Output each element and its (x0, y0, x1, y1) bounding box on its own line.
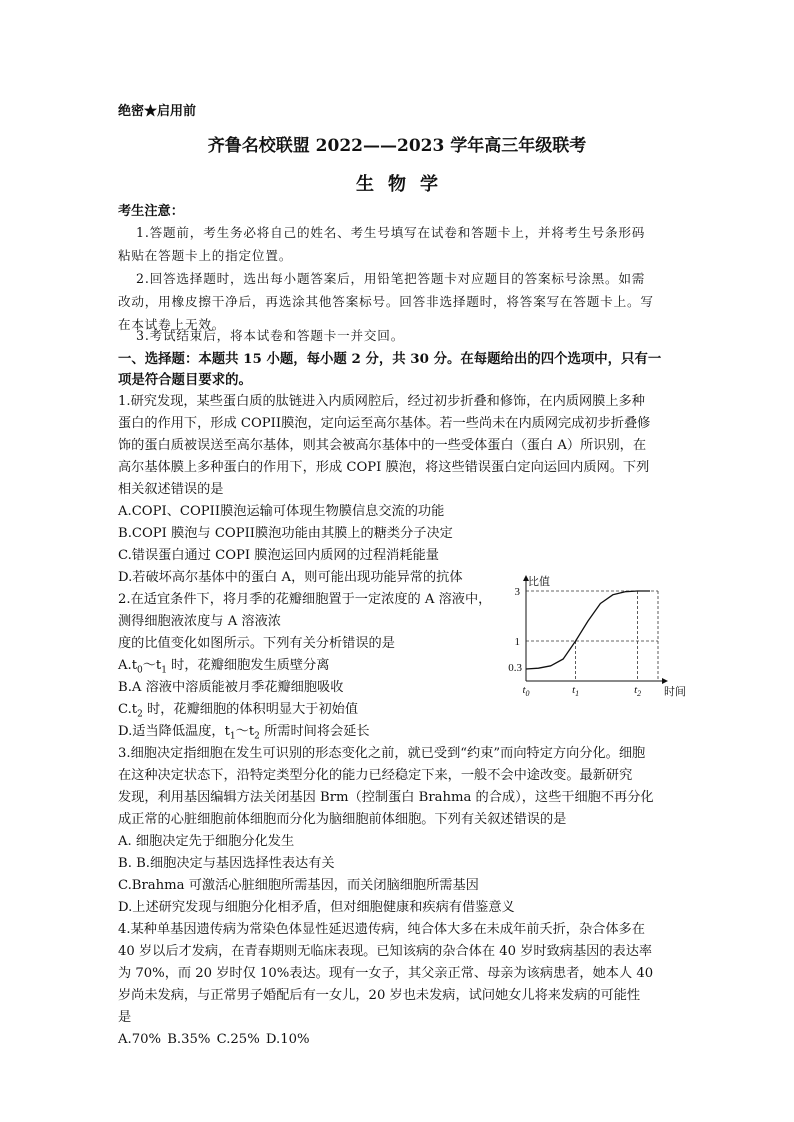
q1-option-c: C.错误蛋白通过 COPI 膜泡运回内质网的过程消耗能量 (118, 548, 439, 563)
q3-stem: 发现，利用基因编辑方法关闭基因 Brm（控制蛋白 Brahma 的合成），这些干细胞不再分化 (118, 790, 654, 805)
q2-stem: 2.在适宜条件下，将月季的花瓣细胞置于一定浓度的 A 溶液中， (118, 592, 492, 607)
q1-stem: 相关叙述错误的是 (118, 482, 224, 497)
q1-stem: 1.研究发现，某些蛋白质的肽链进入内质网腔后，经过初步折叠和修饰，在内质网膜上多种 (118, 394, 645, 409)
q3-option-b: B. B.细胞决定与基因选择性表达有关 (118, 856, 335, 871)
notice-line: 1.答题前，考生务必将自己的姓名、考生号填写在试卷和答题卡上，并将考生号条形码 (136, 225, 646, 240)
x-axis-arrow (662, 678, 668, 684)
q2-ratio-chart (494, 571, 686, 703)
q4-stem: 是 (118, 1010, 132, 1025)
q3-stem: 在这种决定状态下，沿特定类型分化的能力已经稳定下来，一般不会中途改变。最新研究 (118, 768, 633, 783)
q1-stem: 饰的蛋白质被误送至高尔基体，则其会被高尔基体中的一些受体蛋白（蛋白 A）所识别，在 (118, 438, 647, 453)
q1-option-d: D.若破坏高尔基体中的蛋白 A，则可能出现功能异常的抗体 (118, 570, 463, 585)
x-tick-label: $t_1$ (572, 684, 580, 698)
q3-option-c: C.Brahma 可激活心脏细胞所需基因，而关闭脑细胞所需基因 (118, 878, 479, 893)
q3-stem: 成正常的心脏细胞前体细胞而分化为脑细胞前体细胞。下列有关叙述错误的是 (118, 812, 567, 827)
notice-line: 改动，用橡皮擦干净后，再选涂其他答案标号。回答非选择题时，将答案写在答题卡上。写 (118, 294, 654, 309)
notice-line: 2.回答选择题时，选出每小题答案后，用铅笔把答题卡对应题目的答案标号涂黑。如需 (136, 271, 646, 286)
x-tick-label: $t_0$ (522, 684, 530, 698)
exam-title: 齐鲁名校联盟 2022——2023 学年高三年级联考 (207, 136, 587, 156)
q4-stem: 岁尚未发病，与正常男子婚配后有一女儿，20 岁也未发病，试问她女儿将来发病的可能性 (118, 988, 641, 1003)
q2-option-c: $C.t_2$ 时，花瓣细胞的体积明显大于初始值 (118, 702, 359, 720)
q2-stem: 度的比值变化如图所示。下列有关分析错误的是 (118, 636, 395, 651)
notice-heading: 考生注意： (118, 204, 184, 219)
q1-option-b: B.COPI 膜泡与 COPII膜泡功能由其膜上的糖类分子决定 (118, 526, 453, 541)
x-axis-label: 时间 (664, 686, 686, 698)
q4-options: A.70% B.35% C.25% D.10% (118, 1032, 310, 1047)
q1-stem: 蛋白的作用下，形成 COPII膜泡，定向运至高尔基体。若一些尚未在内质网完成初步折叠修 (118, 416, 651, 431)
x-tick-label: $t_2$ (634, 684, 642, 698)
secret-label: 绝密★启用前 (118, 104, 197, 119)
q2-option-b: B.A 溶液中溶质能被月季花瓣细胞吸收 (118, 680, 344, 695)
q4-stem: 40 岁以后才发病，在青春期则无临床表现。已知该病的杂合体在 40 岁时致病基因的表达率 (118, 944, 653, 959)
y-axis-label: 比值 (528, 576, 550, 588)
q2-option-d: D.适当降低温度，$t_1\sim t_2$ 所需时间将会延长 (118, 724, 370, 742)
q3-option-d: D.上述研究发现与细胞分化相矛盾，但对细胞健康和疾病有借鉴意义 (118, 900, 515, 915)
y-tick-label: 3 (514, 586, 520, 598)
y-tick-label: 1 (514, 636, 520, 648)
q2-stem: 测得细胞液浓度与 A 溶液浓 (118, 614, 281, 629)
q4-stem: 为 70%，而 20 岁时仅 10%表达。现有一女子，其父亲正常、母亲为该病患者，她本人 40 (118, 966, 654, 981)
section-heading: 一、选择题：本题共 15 小题，每小题 2 分，共 30 分。在每题给出的四个选项中，只有一 (118, 351, 662, 367)
y-tick-label: 0.3 (508, 662, 522, 674)
notice-line: 在本试卷上无效。 (118, 317, 226, 332)
notice-line: 粘贴在答题卡上的指定位置。 (118, 248, 293, 263)
section-heading: 项是符合题目要求的。 (118, 372, 252, 388)
q2-option-a: $A.t_0\sim t_1$ 时，花瓣细胞发生质壁分离 (118, 658, 330, 676)
series-line (526, 591, 650, 669)
q3-stem: 3.细胞决定指细胞在发生可识别的形态变化之前，就已受到“约束”而向特定方向分化。细胞 (118, 746, 646, 761)
q1-stem: 高尔基体膜上多种蛋白的作用下，形成 COPI 膜泡，将这些错误蛋白定向运回内质网。下列 (118, 460, 650, 475)
q3-option-a: A. 细胞决定先于细胞分化发生 (118, 834, 295, 849)
notice-line: 3.考试结束后，将本试卷和答题卡一并交回。 (136, 328, 405, 343)
subject-title: 生物学 (356, 174, 452, 195)
q4-stem: 4.某种单基因遗传病为常染色体显性延迟遗传病，纯合体大多在未成年前夭折，杂合体多在 (118, 922, 645, 937)
q1-option-a: A.COPI、COPII膜泡运输可体现生物膜信息交流的功能 (118, 504, 445, 519)
